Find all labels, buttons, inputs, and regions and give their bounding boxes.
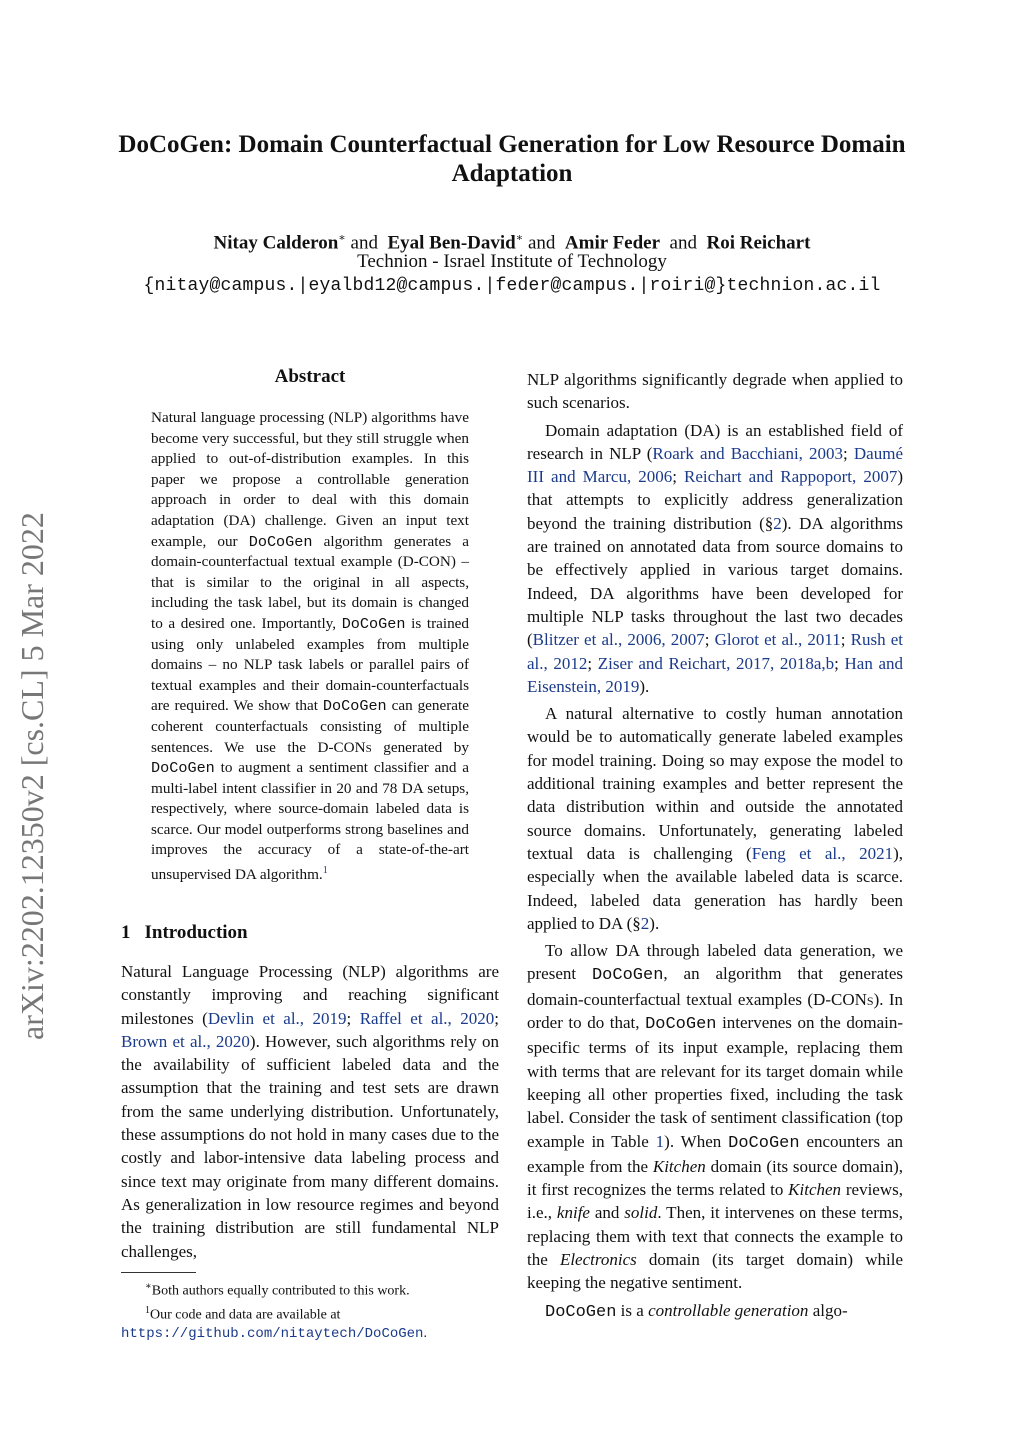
citation-link[interactable]: Raffel et al., 2020: [359, 1008, 495, 1028]
table-link[interactable]: 1: [655, 1131, 665, 1151]
paper-title: DoCoGen: Domain Counterfactual Generation for Low Resource Domain Adaptation: [118, 131, 906, 187]
abstract-heading: Abstract: [274, 366, 346, 387]
citation-link[interactable]: Ziser and Reichart, 2017, 2018a,b: [597, 653, 835, 673]
author-name: Eyal Ben-David: [387, 232, 516, 254]
citation-link[interactable]: Feng et al., 2021: [751, 843, 894, 863]
intro-right-column: NLP algorithms significantly degrade when applied to such scenarios. Domain adaptation (DA) is an established field of research in NLP (Roark and Bacchiani, 2003; Daumé III and Marcu, 2006; Reichart and Rappoport, 2007) that attempts to explicitly address generalization beyond the training distribution (§2). DA algorithms are trained on annotated data from source domains to be effectively applied in various target domains. Indeed, DA algorithms have been developed for multiple NLP tasks throughout the last two decades (Blitzer et al., 2006, 2007; Glorot et al., 2011; Rush et al., 2012; Ziser and Reichart, 2017, 2018a,b; Han and Eisenstein, 2019). A natural alternative to costly human annotation would be to automatically generate labeled examples for model training. Doing so may expose the model to additional training examples and better represent the data distribution within and outside the annotated source domains. Unfortunately, generating labeled textual data is challenging (Feng et al., 2021), especially when the available labeled data is scarce. Indeed, labeled data generation has hardly been applied to DA (§2). To allow DA through labeled data generation, we present DoCoGen, an algorithm that generates domain-counterfactual textual examples (D-CONs). In order to do that, DoCoGen intervenes on the domain-specific terms of its input example, replacing them with terms that are relevant for its target domain while keeping all other properties fixed, including the task label. Consider the task of sentiment classification (top example in Table 1). When DoCoGen encounters an example from the Kitchen domain (its source domain), it first recognizes the terms related to Kitchen reviews, i.e., knife and solid. Then, it intervenes on these terms, replacing them with text that connects the example to the Electronics domain (its target domain) while keeping the negative sentiment. DoCoGen is a controllable generation algo-: [527, 370, 904, 1322]
docogen-name: DoCoGen: [545, 1302, 617, 1322]
arxiv-stamp: arXiv:2202.12350v2 [cs.CL] 5 Mar 2022: [14, 512, 50, 1040]
abstract-text: Natural language processing (NLP) algorithms have become very successful, but they still struggle when applied to out-of-distribution examples. In this paper we propose a controllable generation approach in order to deal with this domain adaptation (DA) challenge. Given an input text example, our DoCoGen algorithm generates a domain-counterfactual textual example (D-CON) – that is similar to the original in all aspects, including the task label, but its domain is changed to a desired one. Importantly, DoCoGen is trained using only unlabeled examples from multiple domains – no NLP task labels or parallel pairs of textual examples and their domain-counterfactuals are required. We show that DoCoGen can generate coherent counterfactuals consisting of multiple sentences. We use the D-CONs generated by DoCoGen to augment a sentiment classifier and a multi-label intent classifier in 20 and 78 DA setups, respectively, where source-domain labeled data is scarce. Our model outperforms strong baselines and improves the accuracy of a state-of-the-art unsupervised DA algorithm.$^1$: [151, 409, 470, 884]
citation-link[interactable]: Glorot et al., 2011: [714, 630, 841, 650]
author-name: Amir Feder: [564, 232, 661, 254]
citation-link[interactable]: Daumé III and Marcu, 2006: [527, 443, 903, 487]
author-name: Nitay Calderon: [213, 232, 339, 254]
citation-link[interactable]: Rush et al., 2012: [527, 630, 903, 673]
section-link[interactable]: 2: [773, 513, 782, 533]
docogen-name: DoCoGen: [645, 1015, 717, 1035]
docogen-name: DoCoGen: [728, 1133, 800, 1153]
docogen-name: DoCoGen: [341, 614, 406, 633]
citation-link[interactable]: Blitzer et al., 2006, 2007: [532, 630, 705, 650]
docogen-name: DoCoGen: [591, 966, 664, 986]
citation-link[interactable]: Han and Eisenstein, 2019: [527, 653, 903, 696]
citation-link[interactable]: Reichart and Rappoport, 2007: [684, 467, 898, 487]
code-repo-link[interactable]: https://github.com/nitaytech/DoCoGen: [121, 1326, 424, 1343]
docogen-name: DoCoGen: [322, 697, 387, 716]
authors: Nitay Calderon∗ and Eyal Ben-David∗ and Amir Feder and Roi Reichart: [213, 232, 811, 254]
section-link[interactable]: 2: [640, 913, 650, 933]
section-heading: 1 Introduction: [121, 922, 248, 943]
footnote-rule: [121, 1272, 196, 1273]
citation-link[interactable]: Roark and Bacchiani, 2003: [652, 443, 844, 463]
intro-left-column: Natural Language Processing (NLP) algorithms are constantly improving and reaching significant milestones (Devlin et al., 2019; Raffel et al., 2020; Brown et al., 2020). However, such algorithms rely on the availability of sufficient labeled data and the assumption that the training and test sets are drawn from the same underlying distribution. Unfortunately, these assumptions do not hold in many cases due to the costly and labor-intensive data labeling process and since text may originate from many different domains. As generalization in low resource regimes and beyond the training distribution are still fundamental NLP challenges,: [121, 962, 499, 1261]
author-name: Roi Reichart: [706, 232, 811, 254]
docogen-name: DoCoGen: [248, 532, 313, 551]
docogen-name: DoCoGen: [151, 759, 215, 778]
citation-link[interactable]: Devlin et al., 2019: [207, 1008, 347, 1028]
footnotes: ∗Both authors equally contributed to this work. $^1$Our code and data are available at https://github.com/nitaytech/DoCoGen.: [121, 1281, 427, 1343]
footnote-link[interactable]: 1: [322, 865, 328, 877]
citation-link[interactable]: Brown et al., 2020: [121, 1031, 250, 1051]
affiliation: Technion - Israel Institute of Technology: [357, 251, 667, 272]
author-emails: {nitay@campus.|eyalbd12@campus.|feder@campus.|roiri@}technion.ac.il: [143, 276, 881, 296]
